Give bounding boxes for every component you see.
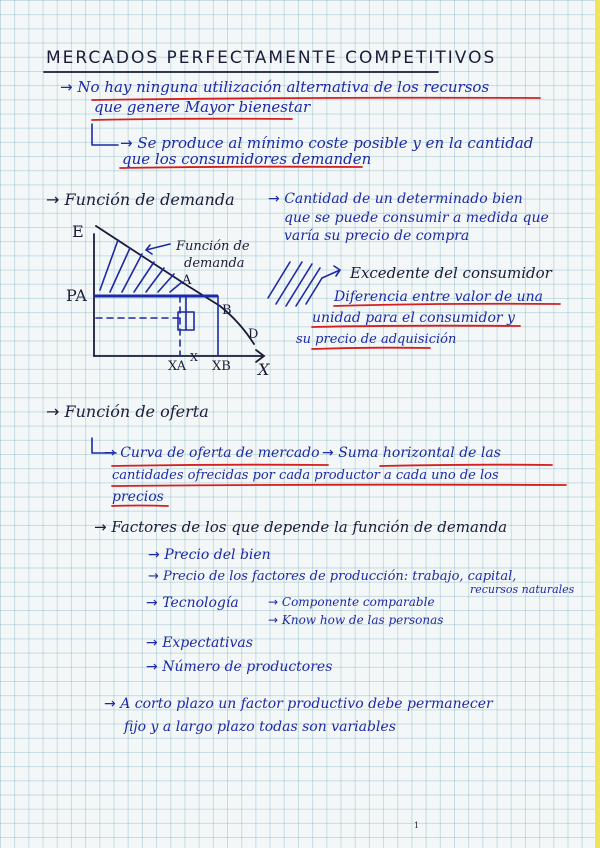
graph-point-d: D — [248, 327, 259, 342]
factors-heading: → Factores de los que depende la función de demanda — [94, 518, 508, 536]
graph-y-label: E — [72, 222, 84, 241]
factor-3: → Tecnología — [146, 595, 239, 611]
label-arrow — [146, 244, 170, 254]
supply-sum2: cantidades ofrecidas por cada productor a cada uno de los — [112, 468, 499, 483]
section1-line1: → No hay ninguna utilización alternativa de los recursos — [60, 78, 490, 96]
section1-sub1: → Se produce al mínimo coste posible y en la cantidad — [120, 134, 534, 152]
arrow-icon: → — [146, 635, 158, 651]
red-underline-4 — [112, 465, 328, 466]
supply-sum3: precios — [112, 489, 164, 505]
arrow-icon: → — [322, 445, 334, 461]
section1-sub2: que los consumidores demanden — [122, 150, 372, 168]
arrow-icon: → — [46, 190, 60, 209]
factor-4: → Expectativas — [146, 635, 253, 651]
surplus-line1: Diferencia entre valor de una — [334, 289, 544, 305]
arrow-icon: → — [268, 613, 279, 627]
surplus-title: Excedente del consumidor — [350, 264, 552, 282]
demand-def1: → Cantidad de un determinado bien — [268, 191, 523, 207]
graph-price-label: PA — [66, 286, 87, 305]
arrow-icon: → — [146, 659, 158, 675]
graph-point-b: B — [222, 303, 232, 318]
factor-1: → Precio del bien — [148, 547, 271, 563]
bracket-connector-1 — [92, 124, 118, 145]
note-line2: fijo y a largo plazo todas son variables — [124, 719, 396, 735]
graph-curve-label2: demanda — [184, 256, 245, 271]
tech-sub2: → Know how de las personas — [268, 613, 444, 627]
note-line1: → A corto plazo un factor productivo debe permanecer — [104, 696, 493, 712]
red-underline-7 — [112, 506, 168, 507]
factor-2-note: recursos naturales — [470, 583, 575, 596]
hatch-legend — [268, 262, 340, 306]
arrow-icon: → — [60, 78, 73, 96]
tech-sub1: → Componente comparable — [268, 595, 435, 609]
graph-point-a: A — [182, 273, 192, 288]
surplus-line3: su precio de adquisición — [296, 332, 457, 347]
supply-heading: → Función de oferta — [46, 402, 209, 421]
demand-def2: que se puede consumir a medida que — [284, 210, 549, 226]
surplus-line2: unidad para el consumidor y — [312, 310, 515, 326]
arrow-icon: → — [104, 696, 116, 712]
arrow-icon: → — [148, 547, 160, 563]
arrow-icon: → — [94, 518, 107, 536]
supply-sum1: → Suma horizontal de las — [322, 445, 501, 461]
demand-heading: → Función de demanda — [46, 190, 235, 209]
arrow-icon: → — [120, 134, 133, 152]
section1-line2: que genere Mayor bienestar — [94, 98, 311, 116]
arrow-icon: → — [104, 445, 116, 461]
arrow-icon: → — [46, 402, 60, 421]
red-underline-10 — [312, 348, 430, 349]
red-underline-6 — [112, 485, 566, 486]
arrow-icon: → — [268, 191, 280, 207]
arrow-icon: → — [148, 569, 159, 584]
graph-xa-label: XA — [168, 359, 187, 374]
graph-x-label: X — [258, 360, 270, 379]
factor-2: → Precio de los factores de producción: trabajo, capital, — [148, 569, 517, 584]
graph-xb-label: XB — [212, 359, 231, 374]
arrow-icon: → — [268, 595, 279, 609]
page-title: MERCADOS PERFECTAMENTE COMPETITIVOS — [46, 48, 497, 68]
graph-x-mark: X — [190, 351, 198, 364]
red-underline-2 — [92, 119, 292, 120]
supply-curve: → Curva de oferta de mercado — [104, 445, 320, 461]
arrow-icon: → — [146, 595, 158, 611]
red-underline-5 — [380, 465, 552, 466]
factor-5: → Número de productores — [146, 659, 333, 675]
graph-curve-label1: Función de — [176, 239, 250, 254]
demand-def3: varía su precio de compra — [284, 228, 470, 244]
page-number: 1 — [414, 821, 420, 830]
